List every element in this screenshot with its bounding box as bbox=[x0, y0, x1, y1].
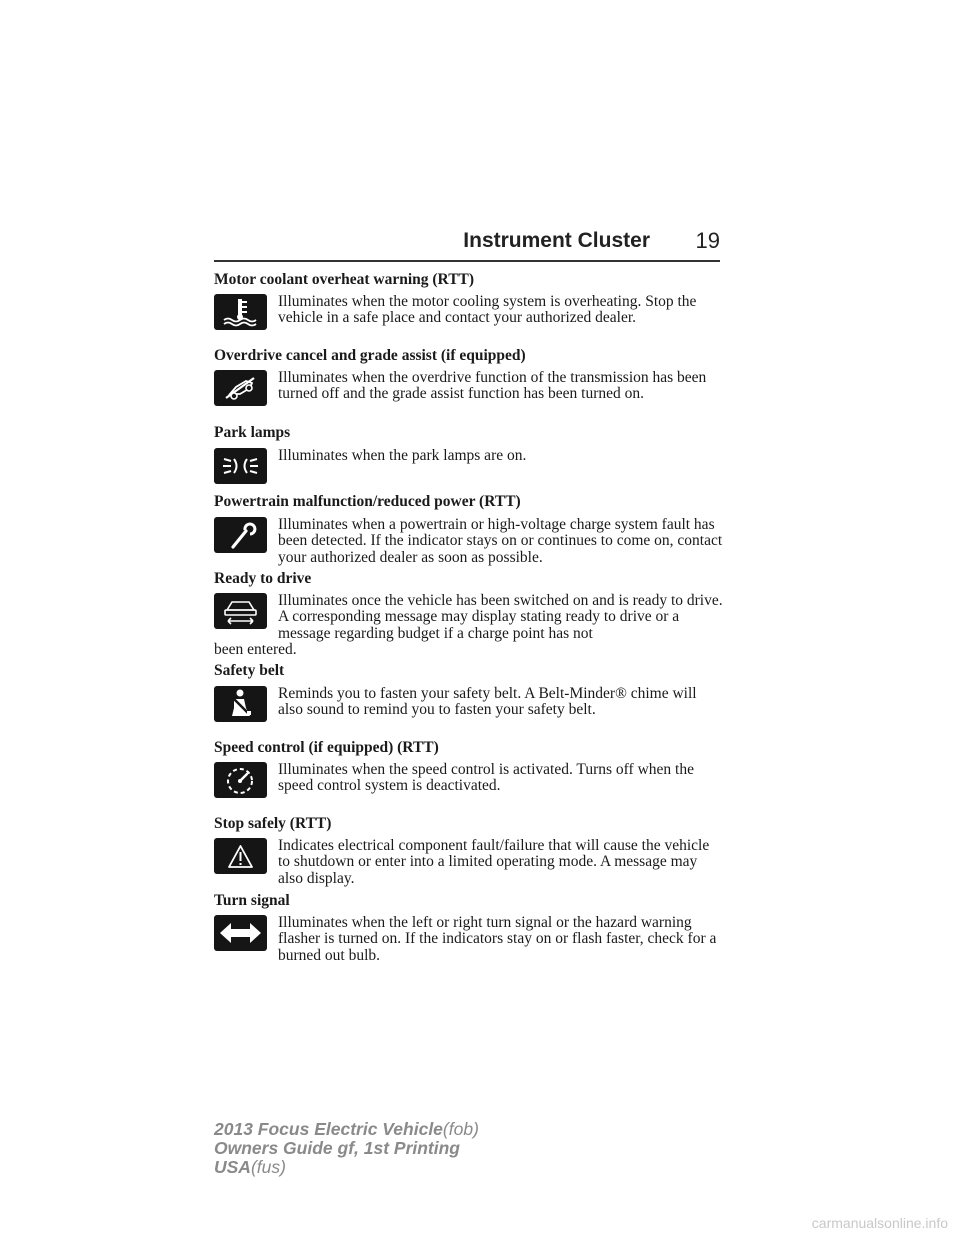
section-description: Illuminates when the overdrive function of the transmission has been turned off and the grade assist function has been turned on. bbox=[278, 369, 707, 403]
section-description: Illuminates when the speed control is activated. Turns off when the speed control system is deactivated. bbox=[278, 761, 694, 795]
document-footer bbox=[214, 1120, 479, 1177]
wrench-icon bbox=[214, 517, 267, 553]
section-description: Illuminates when a powertrain or high-voltage charge system fault has been detected. If the indicator stays on or continues to come on, contact your authorized dealer as soon as possible. bbox=[278, 516, 723, 566]
section-description: Indicates electrical component fault/failure that will cause the vehicle to shutdown or enter into a limited operating mode. A message may also display. bbox=[278, 837, 710, 887]
footer-printing: Owners Guide gf, 1st Printing bbox=[214, 1138, 460, 1158]
section-description: Illuminates when the motor cooling system is overheating. Stop the vehicle in a safe place and contact your authorized dealer. bbox=[278, 293, 697, 327]
page-title: Instrument Cluster bbox=[463, 229, 650, 252]
ready-to-drive-car-icon bbox=[214, 593, 267, 629]
section-heading: Ready to drive bbox=[214, 570, 312, 587]
warning-triangle-icon bbox=[214, 838, 267, 874]
section-heading: Powertrain malfunction/reduced power (RTT) bbox=[214, 493, 521, 510]
watermark: carmanualsonline.info bbox=[811, 1215, 948, 1231]
section-description: Illuminates when the park lamps are on. bbox=[278, 447, 527, 464]
section-heading: Stop safely (RTT) bbox=[214, 815, 332, 832]
footer-vehicle: 2013 Focus Electric Vehicle bbox=[214, 1119, 443, 1139]
page-number: 19 bbox=[695, 228, 720, 253]
overdrive-grade-icon bbox=[214, 370, 267, 406]
coolant-thermometer-icon bbox=[214, 294, 267, 330]
section-heading: Speed control (if equipped) (RTT) bbox=[214, 739, 439, 756]
page-header bbox=[214, 226, 720, 262]
section-heading: Turn signal bbox=[214, 892, 290, 909]
park-lamps-icon bbox=[214, 448, 267, 484]
footer-market: USA bbox=[214, 1157, 251, 1177]
footer-vehicle-code: (fob) bbox=[442, 1119, 479, 1139]
section-heading: Motor coolant overheat warning (RTT) bbox=[214, 271, 475, 288]
section-heading: Park lamps bbox=[214, 424, 291, 441]
speed-control-icon bbox=[214, 762, 267, 798]
header-rule bbox=[214, 260, 720, 262]
footer-market-code: (fus) bbox=[250, 1157, 286, 1177]
turn-signal-arrows-icon bbox=[214, 915, 267, 951]
section-description: Reminds you to fasten your safety belt. A Belt-Minder® chime will also sound to remind you to fasten your safety belt. bbox=[278, 685, 697, 719]
safety-belt-icon bbox=[214, 686, 267, 722]
section-heading: Safety belt bbox=[214, 662, 285, 679]
section-description: Illuminates when the left or right turn signal or the hazard warning flasher is turned on. If the indicators stay on or flash faster, check for a burned out bulb. bbox=[278, 914, 717, 964]
section-description-main: Illuminates once the vehicle has been switched on and is ready to drive. A corresponding message may display stating ready to drive or a message regarding budget if a charge point has not bbox=[278, 592, 723, 642]
section-description-continued: been entered. bbox=[214, 640, 297, 658]
section-heading: Overdrive cancel and grade assist (if equipped) bbox=[214, 347, 526, 364]
section-description bbox=[214, 592, 723, 658]
